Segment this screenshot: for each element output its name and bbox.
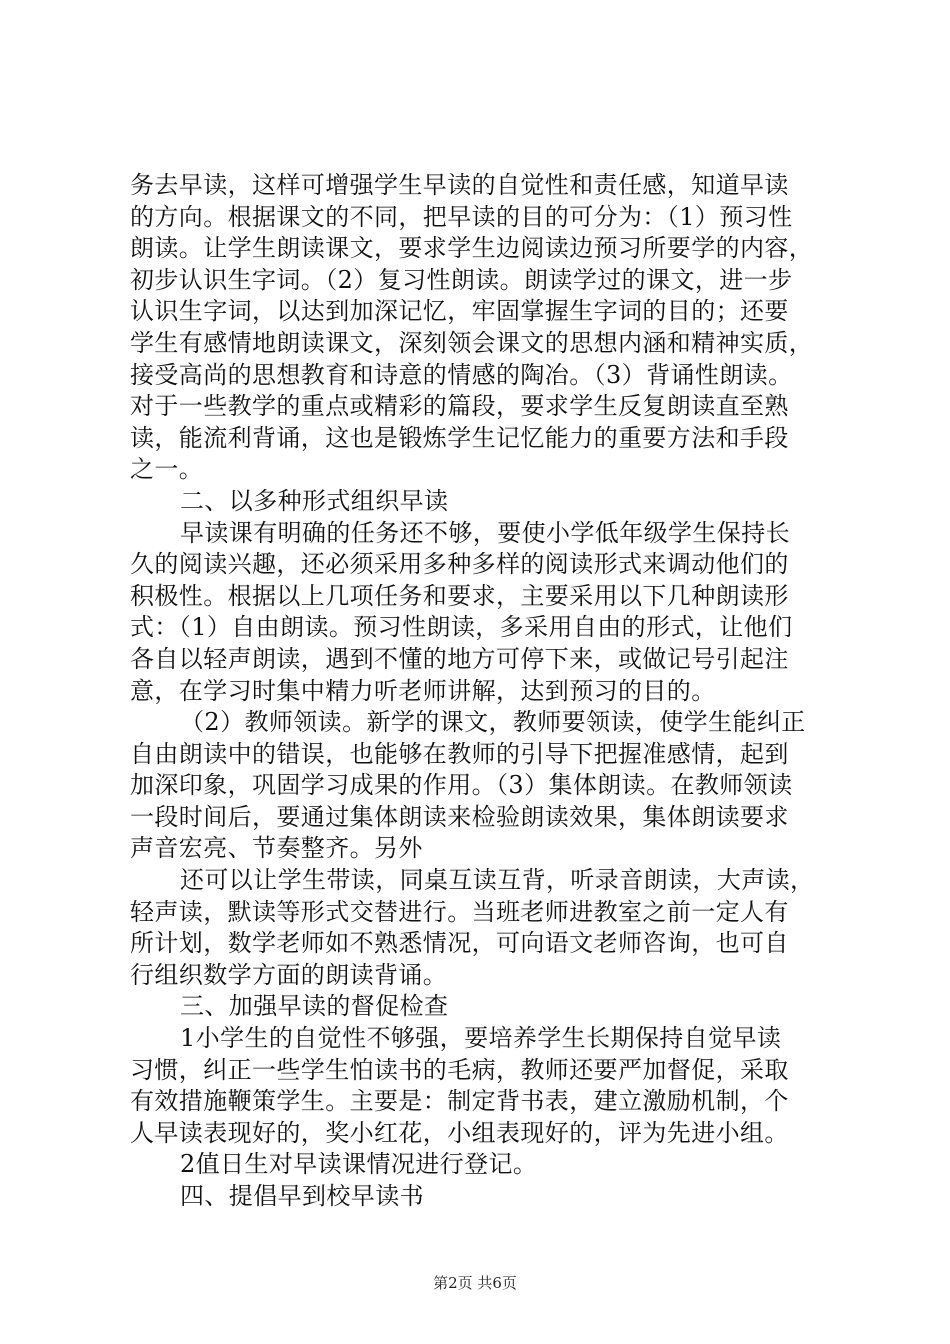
text-line: （2）教师领读。新学的课文，教师要领读，使学生能纠正 xyxy=(180,708,806,737)
text-line: 加深印象，巩固学习成果的作用。（3）集体朗读。在教师领读 xyxy=(130,771,793,800)
text-line: 2值日生对早读课情况进行登记。 xyxy=(180,1150,538,1179)
text-line: 初步认识生字词。（2）复习性朗读。朗读学过的课文，进一步 xyxy=(130,265,793,294)
text-line: 各自以轻声朗读，遇到不懂的地方可停下来，或做记号引起注 xyxy=(130,644,789,673)
text-line: 之一。 xyxy=(130,455,204,484)
text-line: 认识生字词，以达到加深记忆，牢固掌握生字词的目的；还要 xyxy=(130,297,789,326)
text-line: 习惯，纠正一些学生怕读书的毛病，教师还要严加督促，采取 xyxy=(130,1055,789,1084)
text-line: 久的阅读兴趣，还必须采用多种多样的阅读形式来调动他们的 xyxy=(130,550,789,579)
text-line: 人早读表现好的，奖小红花，小组表现好的，评为先进小组。 xyxy=(130,1118,789,1147)
text-line: 朗读。让学生朗读课文，要求学生边阅读边预习所要学的内容， xyxy=(130,234,814,263)
text-line: 行组织数学方面的朗读背诵。 xyxy=(130,960,448,989)
text-line: 对于一些教学的重点或精彩的篇段，要求学生反复朗读直至熟 xyxy=(130,392,789,421)
text-line: 早读课有明确的任务还不够，要使小学低年级学生保持长 xyxy=(180,518,790,547)
text-line: 接受高尚的思想教育和诗意的情感的陶冶。（3）背诵性朗读。 xyxy=(130,360,793,389)
text-line: 式：（1）自由朗读。预习性朗读，多采用自由的形式，让他们 xyxy=(130,613,793,642)
text-line: 轻声读，默读等形式交替进行。当班老师进教室之前一定人有 xyxy=(130,897,789,926)
section-heading: 二、以多种形式组织早读 xyxy=(180,486,449,515)
text-line: 一段时间后，要通过集体朗读来检验朗读效果，集体朗读要求 xyxy=(130,802,789,831)
text-line: 有效措施鞭策学生。主要是：制定背书表，建立激励机制，个 xyxy=(130,1087,789,1116)
text-line: 还可以让学生带读，同桌互读互背，听录音朗读，大声读， xyxy=(180,866,815,895)
text-line: 读，能流利背诵，这也是锻炼学生记忆能力的重要方法和手段 xyxy=(130,423,789,452)
text-line: 学生有感情地朗读课文，深刻领会课文的思想内涵和精神实质， xyxy=(130,328,814,357)
page-footer: 第2页 共6页 xyxy=(433,1274,517,1292)
section-heading: 四、提倡早到校早读书 xyxy=(180,1182,424,1210)
body-text xyxy=(130,170,830,1213)
text-line: 声音宏亮、节奏整齐。另外 xyxy=(130,834,423,863)
text-line: 1小学生的自觉性不够强，要培养学生长期保持自觉早读 xyxy=(180,1024,782,1053)
text-line: 积极性。根据以上几项任务和要求，主要采用以下几种朗读形 xyxy=(130,581,789,610)
text-line: 自由朗读中的错误，也能够在教师的引导下把握准感情，起到 xyxy=(130,739,789,768)
text-line: 意，在学习时集中精力听老师讲解，达到预习的目的。 xyxy=(130,676,716,705)
text-line: 的方向。根据课文的不同，把早读的目的可分为：（1）预习性 xyxy=(130,202,793,231)
text-line: 所计划，数学老师如不熟悉情况，可向语文老师咨询，也可自 xyxy=(130,929,789,958)
text-line: 务去早读，这样可增强学生早读的自觉性和责任感，知道早读 xyxy=(130,171,789,199)
section-heading: 三、加强早读的督促检查 xyxy=(180,992,449,1021)
